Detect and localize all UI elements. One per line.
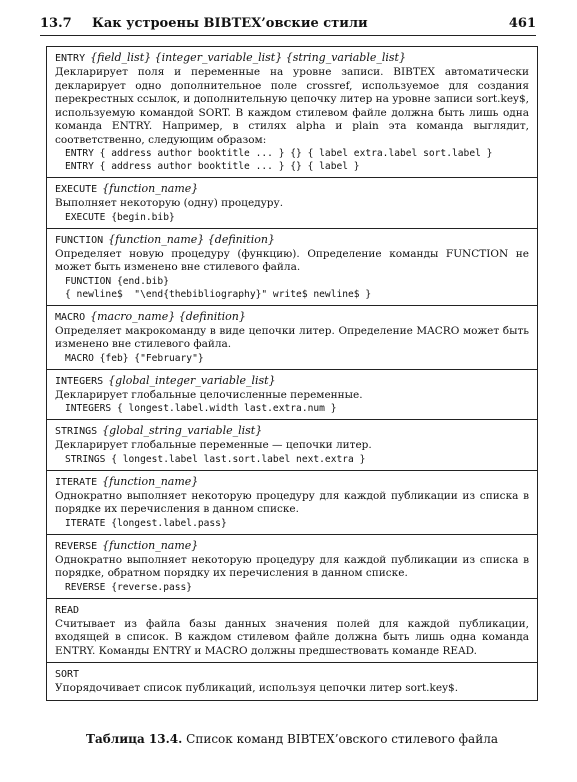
commands-table (46, 46, 538, 701)
command-arguments: {global_string_variable_list} (102, 424, 263, 437)
code-example: REVERSE {reverse.pass} (65, 581, 193, 593)
caption-label: Таблица 13.4. (86, 732, 183, 746)
command-entry (47, 598, 537, 663)
command-entry (47, 369, 537, 420)
command-entry (47, 228, 537, 305)
command-arguments: {global_integer_variable_list} (108, 373, 276, 387)
command-description: Определяет новую процедуру (функцию). Определение команды FUNCTION не может быть изменено вне стилевого файла. (55, 247, 529, 273)
command-arguments: {function_name} (102, 474, 199, 488)
command-description: Однократно выполняет некоторую процедуру для каждой публикации из списка в порядке, обратном порядку их перечисления в данном списке. (55, 553, 529, 579)
code-example: ENTRY { address author booktitle ... } {} { label extra.label sort.label } (65, 148, 493, 159)
command-arguments: {function_name} (102, 182, 199, 195)
table-caption (46, 732, 538, 746)
command-description: Упорядочивает список публикаций, используя цепочки литер sort.key$. (55, 682, 459, 694)
command-keyword: EXECUTE (55, 184, 98, 195)
header-rule (40, 35, 536, 36)
command-heading (55, 373, 529, 389)
command-description: Определяет макрокоманду в виде цепочки литер. Определение MACRO может быть изменено вне стилевого файла. (55, 324, 529, 350)
command-keyword: MACRO (55, 311, 86, 323)
command-heading (55, 474, 529, 490)
command-heading (55, 232, 529, 248)
command-description: Выполняет некоторую (одну) процедуру. (55, 197, 284, 209)
command-entry (47, 662, 537, 700)
command-arguments: {field_list} {integer_variable_list} {string_variable_list} (90, 51, 406, 64)
page-number: 461 (508, 16, 536, 31)
code-example: ENTRY { address author booktitle ... } {} { label } (65, 161, 360, 172)
caption-text: Список команд BIBTEX’овского стилевого файла (186, 732, 498, 746)
code-example: { newline$ "\end{thebibliography}" write$ newline$ } (65, 288, 372, 300)
command-description: Считывает из файла базы данных значения полей для каждой публикации, входящей в список. В каждом стилевом файле должна быть лишь одна команда ENTRY. Команды ENTRY и MACRO должны предшествовать команде READ. (55, 617, 529, 657)
command-keyword: STRINGS (55, 426, 98, 437)
command-keyword: FUNCTION (55, 234, 104, 246)
running-header (40, 10, 536, 34)
command-entry (47, 305, 537, 369)
command-entry (47, 177, 537, 228)
command-keyword: ITERATE (55, 476, 98, 488)
code-example: STRINGS { longest.label last.sort.label next.extra } (65, 453, 366, 465)
command-heading (55, 666, 529, 682)
command-keyword: SORT (55, 669, 80, 680)
command-keyword: READ (55, 604, 80, 616)
command-arguments: {function_name} (102, 538, 199, 552)
code-example: FUNCTION {end.bib} (65, 275, 169, 287)
command-entry (47, 534, 537, 598)
command-entry (47, 47, 537, 177)
command-heading (55, 602, 529, 618)
command-heading (55, 181, 529, 197)
command-description: Декларирует поля и переменные на уровне записи. BIBTEX автоматически декларирует одно дополнительное поле crossref, используемое для создания перекрестных ссылок, и дополнительную цепочку литер на уровне записи sort.key$, используемую командой SORT. В каждом стилевом файле должна быть лишь одна команда ENTRY. Например, в стилях alpha и plain эта команда выглядит, соответственно, следующим образом: (55, 66, 529, 146)
code-example: EXECUTE {begin.bib} (65, 211, 175, 223)
command-keyword: INTEGERS (55, 375, 104, 387)
command-keyword: ENTRY (55, 53, 86, 64)
command-description: Однократно выполняет некоторую процедуру для каждой публикации из списка в порядке их перечисления в данном списке. (55, 489, 529, 515)
section-title: Как устроены BIBTEX’овские стили (92, 16, 368, 31)
command-description: Декларирует глобальные переменные — цепочки литер. (55, 439, 372, 451)
command-entry (47, 470, 537, 534)
code-example: ITERATE {longest.label.pass} (65, 517, 227, 529)
command-arguments: {macro_name} {definition} (90, 309, 246, 323)
command-heading (55, 538, 529, 554)
command-heading (55, 50, 529, 66)
code-example: MACRO {feb} {"February"} (65, 352, 204, 364)
command-arguments: {function_name} {definition} (108, 232, 275, 246)
code-example: INTEGERS { longest.label.width last.extra.num } (65, 403, 337, 414)
command-description: Декларирует глобальные целочисленные переменные. (55, 388, 363, 401)
command-heading (55, 309, 529, 325)
command-entry (47, 419, 537, 470)
section-number: 13.7 (40, 16, 72, 31)
command-keyword: REVERSE (55, 540, 98, 552)
command-heading (55, 423, 529, 439)
